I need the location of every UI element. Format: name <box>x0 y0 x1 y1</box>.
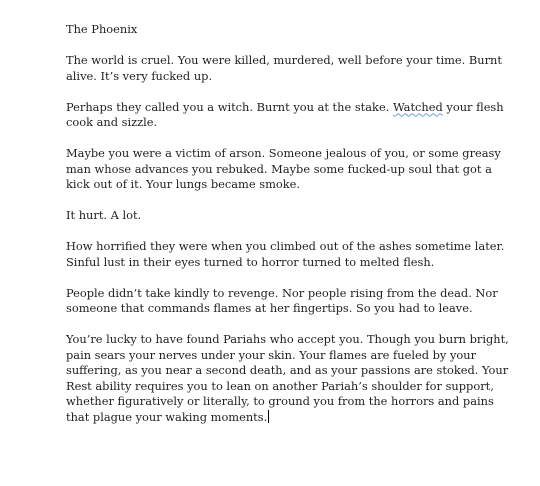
paragraph-2 <box>66 100 512 131</box>
paragraph-6: People didn’t take kindly to revenge. Nor people rising from the dead. Nor someone that commands flames at her fingertips. So you had to leave. <box>66 285 498 315</box>
document-body[interactable] <box>66 22 512 441</box>
paragraph-2-start: Perhaps they called you a witch. Burnt you at the stake. <box>66 99 393 114</box>
document-title: The Phoenix <box>66 22 138 36</box>
paragraph-2-end: your flesh cook and sizzle. <box>66 99 504 129</box>
paragraph-5: How horrified they were when you climbed out of the ashes sometime later. Sinful lust in their eyes turned to horror turned to melted flesh. <box>66 239 505 269</box>
paragraph-3: Maybe you were a victim of arson. Someone jealous of you, or some greasy man whose advances you rebuked. Maybe some fucked-up soul that got a kick out of it. Your lungs became smoke. <box>66 146 501 191</box>
paragraph-7 <box>66 332 512 425</box>
spellcheck-flagged-word[interactable]: Watched <box>392 99 443 114</box>
paragraph-4: It hurt. A lot. <box>66 208 142 222</box>
paragraph-1: The world is cruel. You were killed, murdered, well before your time. Burnt alive. It’s very fucked up. <box>66 53 502 83</box>
text-cursor <box>268 410 269 423</box>
paragraph-7-text: You’re lucky to have found Pariahs who accept you. Though you burn bright, pain sears your nerves under your skin. Your flames are fueled by your suffering, as you near a second death, and as your passions are stoked. Your Rest ability requires you to lean on another Pariah’s shoulder for support, whether figuratively or literally, to ground you from the horrors and pains that plague your waking moments. <box>66 332 509 424</box>
